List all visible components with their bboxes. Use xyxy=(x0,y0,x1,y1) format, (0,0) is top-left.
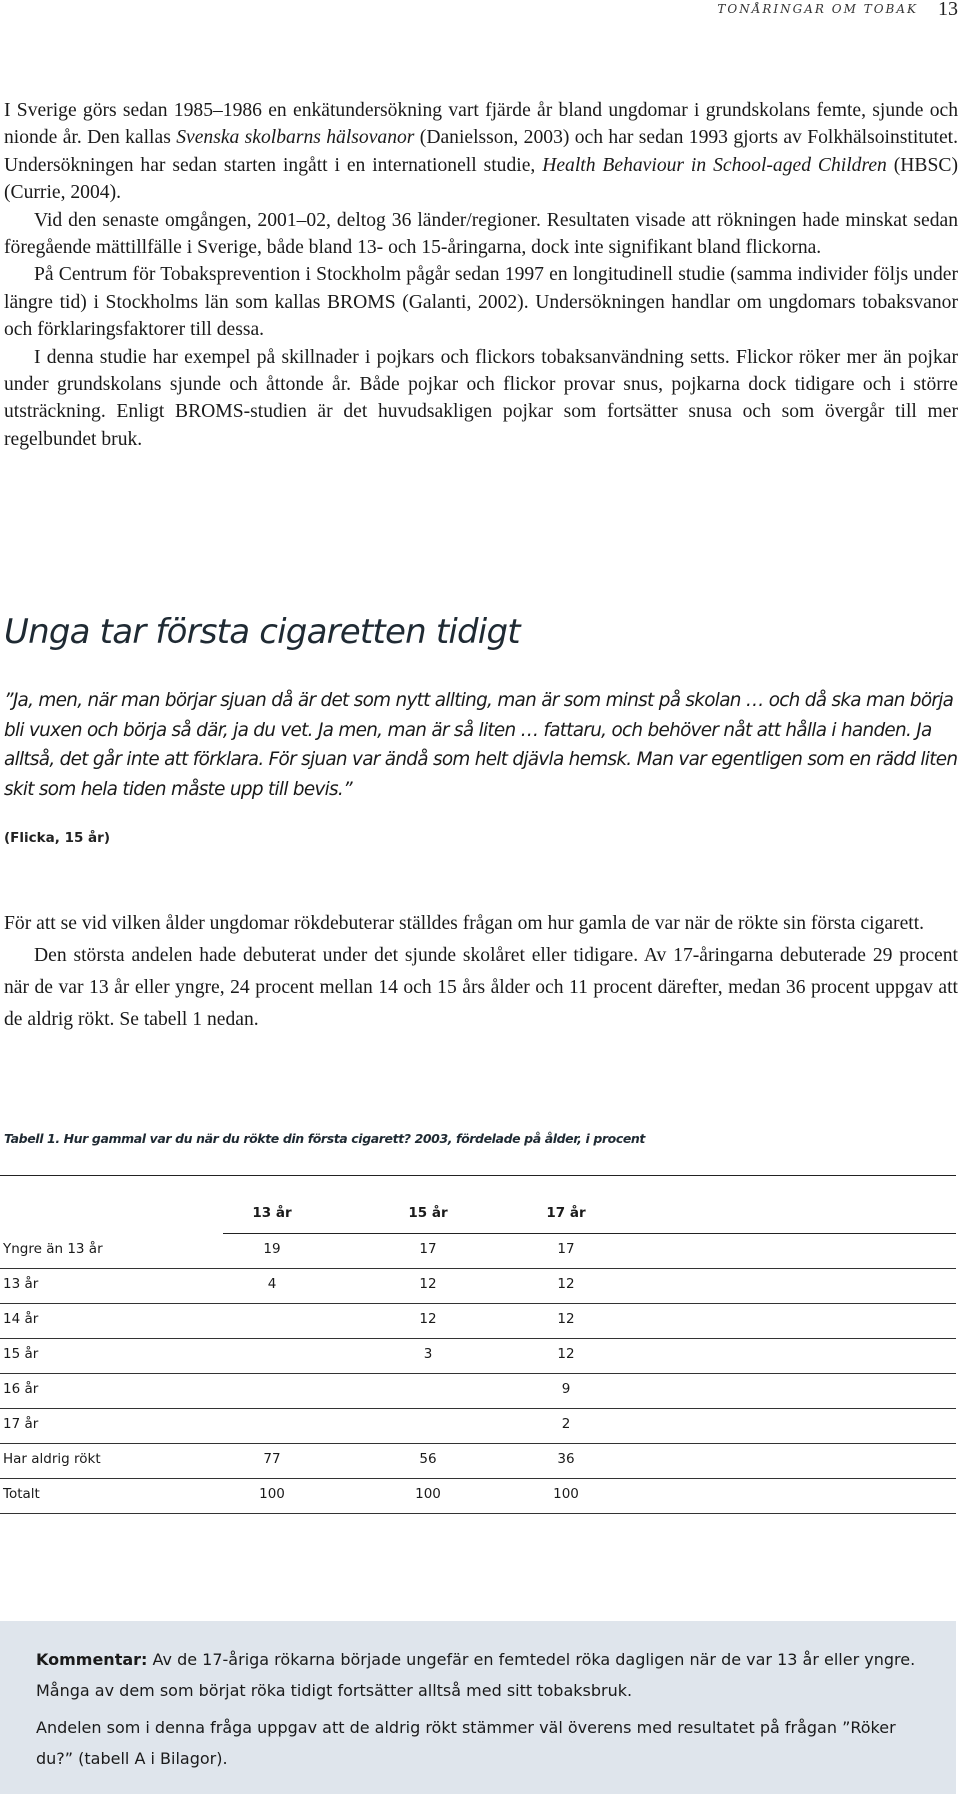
row-label: 17 år xyxy=(3,1416,39,1432)
table-row xyxy=(0,1444,956,1479)
intro-paragraph-2: Vid den senaste omgången, 2001–02, deltog 36 länder/regioner. Resultaten visade att rökningen hade minskat sedan föregående mättillfälle i Sverige, både bland 13- och 15-åringarna, dock inte signifikant bland flickorna. xyxy=(4,209,958,259)
table-row-total xyxy=(0,1479,956,1514)
table-cell: 4 xyxy=(267,1276,277,1292)
row-label: Yngre än 13 år xyxy=(3,1241,103,1257)
page-number: 13 xyxy=(938,0,958,20)
table-cell: 12 xyxy=(557,1276,575,1292)
table-row xyxy=(0,1304,956,1339)
interview-quote: ”Ja, men, när man börjar sjuan då är det som nytt allting, man är som minst på skolan … och då ska man börja bli vuxen och börja så där, ja du vet. Ja men, man är så liten … fattaru, och behöver nåt att hålla i handen. Ja alltså, det går inte att förklara. För sjuan var ändå som helt djävla hemsk. Man var egentligen som en rädd liten skit som hela tiden måste upp till bevis.” xyxy=(4,690,958,800)
table-cell: 36 xyxy=(557,1451,575,1467)
table-caption: Tabell 1. Hur gammal var du när du rökte din första cigarett? 2003, fördelade på ålder, i procent xyxy=(4,1131,645,1146)
table-cell: 12 xyxy=(557,1311,575,1327)
debut-section xyxy=(4,908,958,1036)
row-label: Har aldrig rökt xyxy=(3,1451,101,1467)
table-cell: 17 xyxy=(419,1241,437,1257)
table-cell: 19 xyxy=(263,1241,281,1257)
table-cell: 9 xyxy=(561,1381,571,1397)
intro-section xyxy=(4,97,958,453)
table-cell: 100 xyxy=(415,1486,441,1502)
table-top-rule xyxy=(0,1175,956,1176)
row-label: Totalt xyxy=(3,1486,40,1502)
comment-paragraph-1 xyxy=(36,1644,916,1706)
table-cell: 77 xyxy=(263,1451,281,1467)
running-title: TONÅRINGAR OM TOBAK xyxy=(717,2,918,16)
table-cell: 56 xyxy=(419,1451,437,1467)
table-row xyxy=(0,1374,956,1409)
running-header xyxy=(0,0,960,40)
comment-paragraph-2: Andelen som i denna fråga uppgav att de aldrig rökt stämmer väl överens med resultatet på frågan ”Röker du?” (tabell A i Bilagor). xyxy=(36,1718,896,1768)
column-header: 15 år xyxy=(408,1205,448,1221)
comment-text: Av de 17-åriga rökarna började ungefär en femtedel röka dagligen när de var 13 år eller yngre. Många av dem som börjat röka tidigt fortsätter alltså med sitt tobaksbruk. xyxy=(36,1650,916,1700)
intro-paragraph-3: På Centrum för Tobaksprevention i Stockholm pågår sedan 1997 en longitudinell studie (samma individer följs under längre tid) i Stockholms län som kallas BROMS (Galanti, 2002). Undersökningen handlar om ungdomars tobaksvanor och förklaringsfaktorer till dessa. xyxy=(4,264,958,341)
table-cell: 100 xyxy=(259,1486,285,1502)
table-cell: 17 xyxy=(557,1241,575,1257)
row-label: 16 år xyxy=(3,1381,39,1397)
table-row xyxy=(0,1339,956,1374)
comment-box xyxy=(0,1621,956,1794)
row-label: 13 år xyxy=(3,1276,39,1292)
column-header: 13 år xyxy=(252,1205,292,1221)
debut-paragraph-2: Den största andelen hade debuterat under det sjunde skolåret eller tidigare. Av 17-åringarna debuterade 29 procent när de var 13 år eller yngre, 24 procent mellan 14 och 15 års ålder och 11 procent därefter, medan 36 procent uppgav att de aldrig rökt. Se tabell 1 nedan. xyxy=(4,945,958,1030)
comment-label: Kommentar: xyxy=(36,1650,148,1669)
table-cell: 100 xyxy=(553,1486,579,1502)
row-label: 14 år xyxy=(3,1311,39,1327)
debut-paragraph-1: För att se vid vilken ålder ungdomar rökdebuterar ställdes frågan om hur gamla de var när de rökte sin första cigarett. xyxy=(4,913,925,934)
table-cell: 12 xyxy=(557,1346,575,1362)
table-cell: 12 xyxy=(419,1311,437,1327)
row-label: 15 år xyxy=(3,1346,39,1362)
intro-paragraph-4: I denna studie har exempel på skillnader i pojkars och flickors tobaksanvändning setts. Flickor röker mer än pojkar under grundskolans sjunde och åttonde år. Både pojkar och flickor provar snus, pojkarna dock tidigare och i större utsträckning. Enligt BROMS-studien är det huvudsakligen pojkar som fortsätter snusa och som övergår till mer regelbundet bruk. xyxy=(4,346,958,450)
table-cell: 12 xyxy=(419,1276,437,1292)
study-name: Health Behaviour in School-aged Children xyxy=(542,154,887,176)
table-row xyxy=(0,1409,956,1444)
table-cell: 2 xyxy=(561,1416,571,1432)
table-row xyxy=(0,1234,956,1269)
survey-name: Svenska skolbarns hälsovanor xyxy=(176,127,415,149)
table-cell: 3 xyxy=(423,1346,433,1362)
intro-paragraph-1: I Sverige görs sedan 1985–1986 en enkätundersökning vart fjärde år bland ungdomar i grundskolans femte, sjunde och nionde år. Den kallas Svenska skolbarns hälsovanor (Danielsson, 2003) och har sedan 1993 gjorts av Folkhälsoinstitutet. Undersökningen har sedan starten ingått i en internationell studie, Health Behaviour in School-aged Children (HBSC) (Currie, 2004). xyxy=(4,100,958,204)
section-heading: Unga tar första cigaretten tidigt xyxy=(4,612,520,652)
column-header: 17 år xyxy=(546,1205,586,1221)
quote-source: (Flicka, 15 år) xyxy=(4,830,110,846)
table-row xyxy=(0,1269,956,1304)
